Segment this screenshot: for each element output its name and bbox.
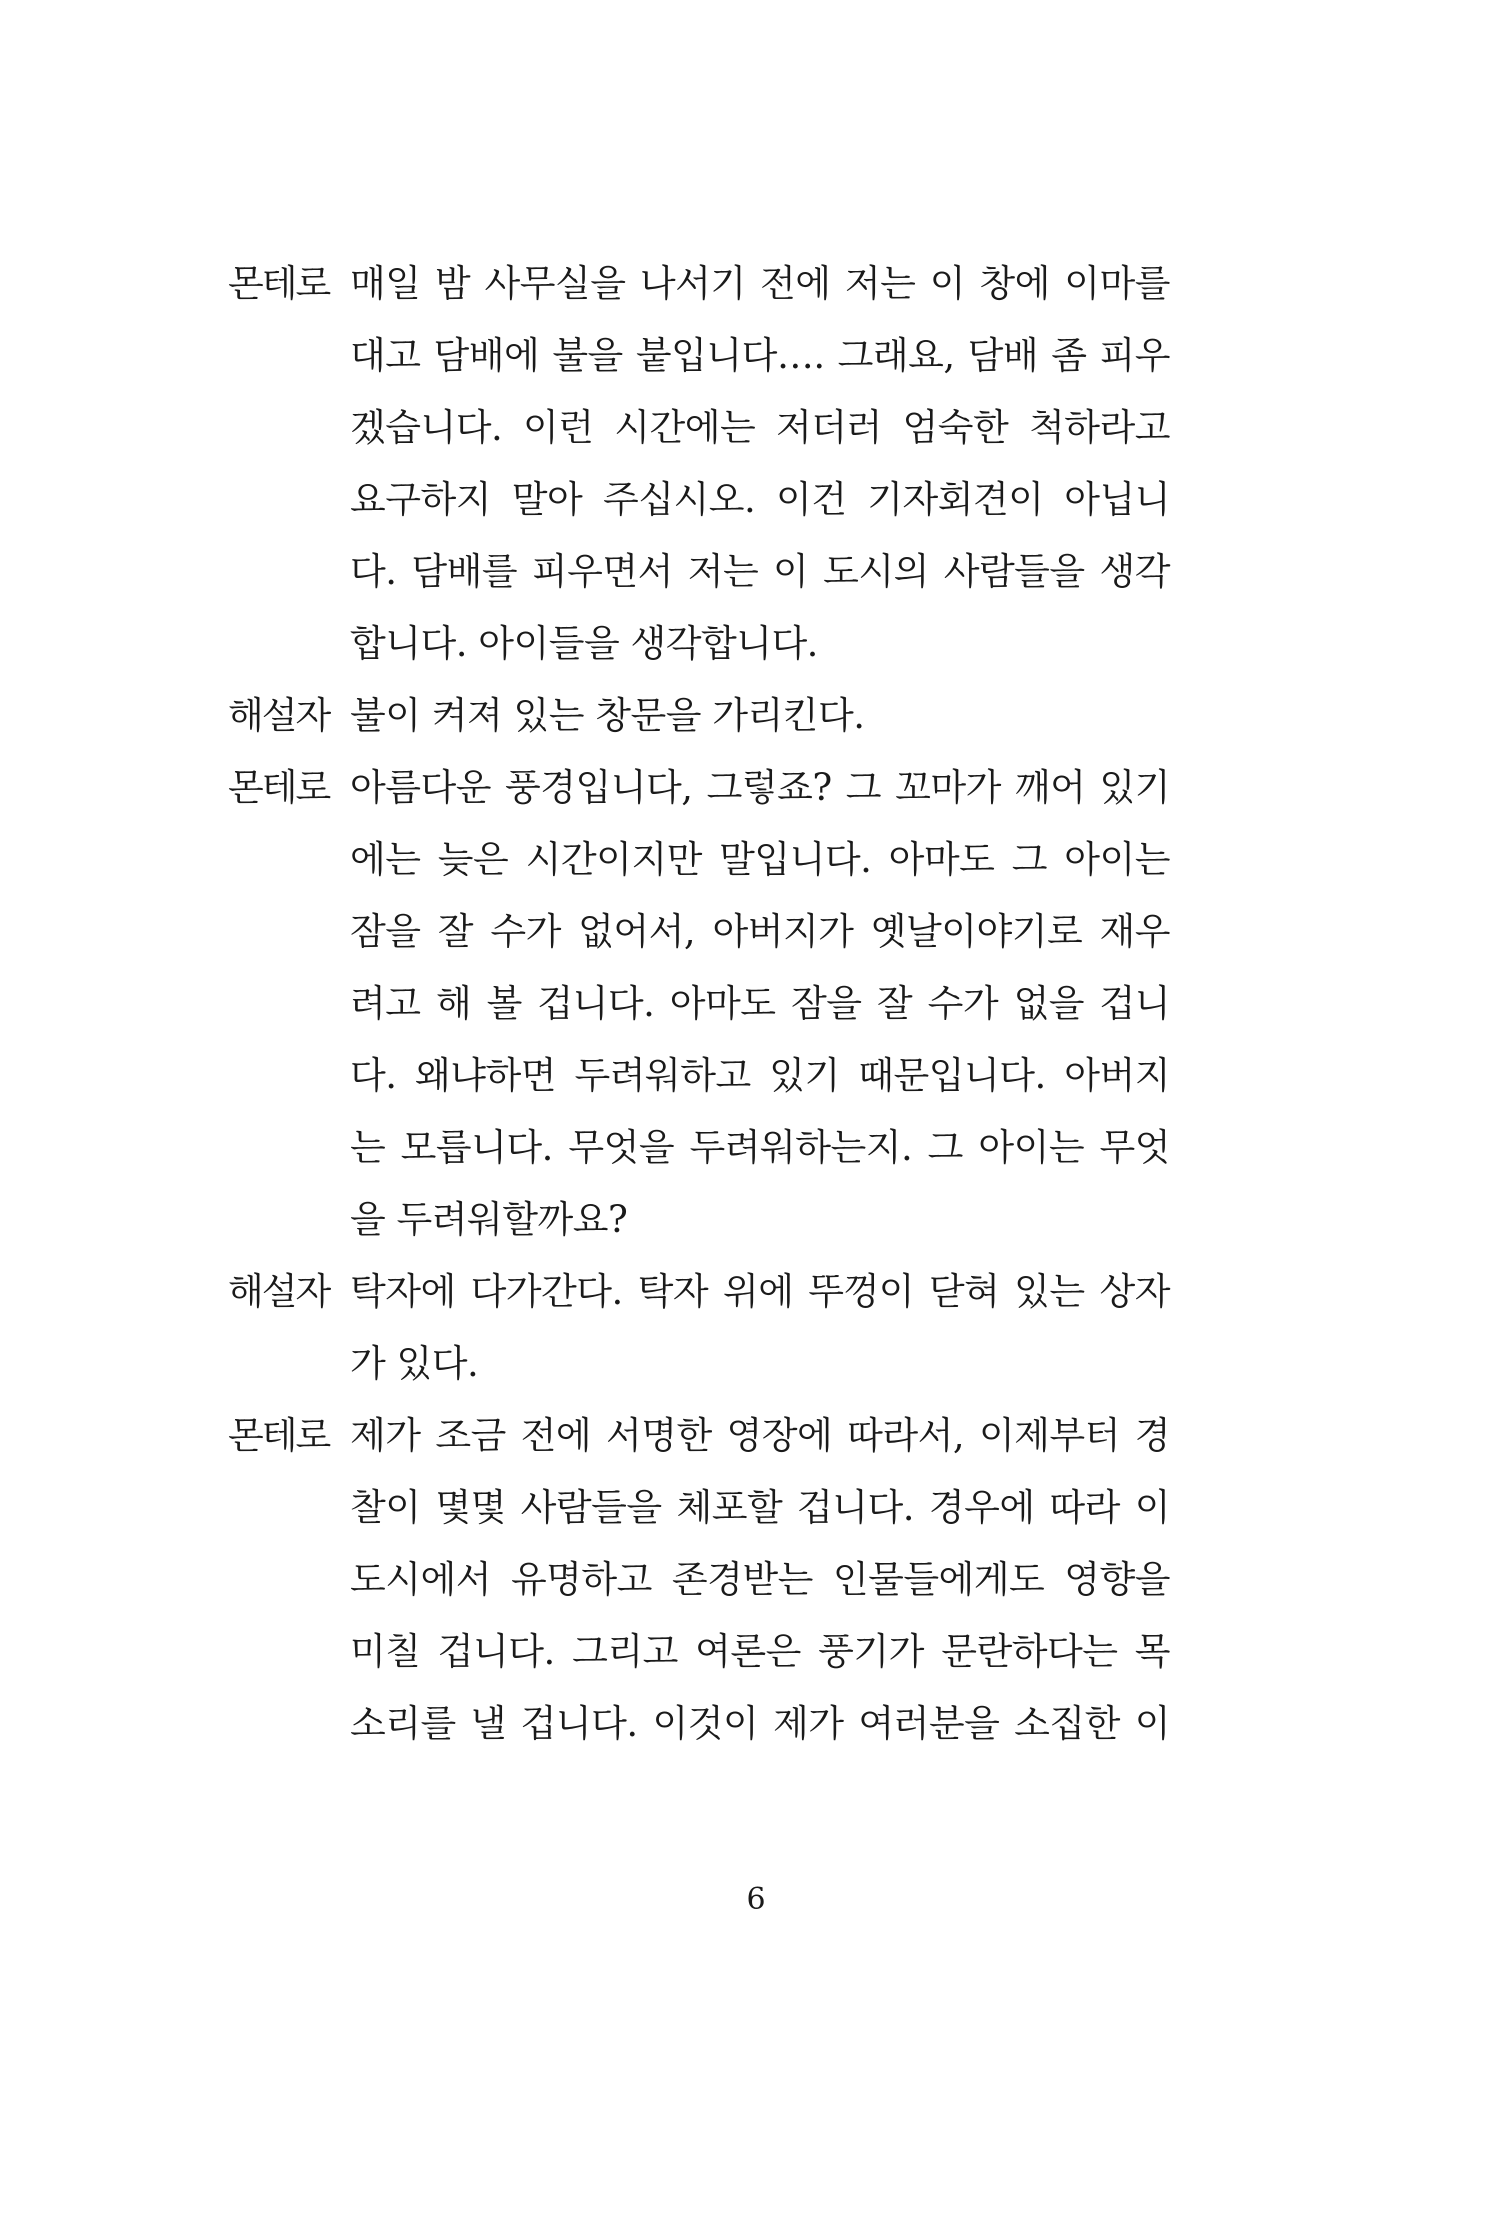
speech-line: 다. 담배를 피우면서 저는 이 도시의 사람들을 생각: [350, 550, 1170, 593]
speech-line: 겠습니다. 이런 시간에는 저더러 엄숙한 척하라고: [350, 406, 1170, 449]
speech-line: 제가 조금 전에 서명한 영장에 따라서, 이제부터 경: [350, 1414, 1170, 1457]
dialogue-entry: [228, 752, 1268, 1256]
speech-line: 찰이 몇몇 사람들을 체포할 겁니다. 경우에 따라 이: [350, 1486, 1170, 1529]
speech-line: 요구하지 말아 주십시오. 이건 기자회견이 아닙니: [350, 478, 1170, 521]
speaker-name: 몬테로: [228, 766, 330, 809]
speech-line: 소리를 낼 겁니다. 이것이 제가 여러분을 소집한 이: [350, 1702, 1170, 1745]
speech-line: 잠을 잘 수가 없어서, 아버지가 옛날이야기로 재우: [350, 910, 1170, 953]
dialogue-entry: [228, 248, 1268, 680]
speech-text: [350, 248, 1170, 680]
speech-text: [350, 680, 1170, 752]
speech-line: 다. 왜냐하면 두려워하고 있기 때문입니다. 아버지: [350, 1054, 1170, 1097]
speech-line: 가 있다.: [350, 1342, 479, 1385]
speech-line: 는 모릅니다. 무엇을 두려워하는지. 그 아이는 무엇: [350, 1126, 1170, 1169]
speech-line: 아름다운 풍경입니다, 그렇죠? 그 꼬마가 깨어 있기: [350, 766, 1170, 809]
speech-line: 려고 해 볼 겁니다. 아마도 잠을 잘 수가 없을 겁니: [350, 982, 1170, 1025]
speaker-name: 몬테로: [228, 1414, 330, 1457]
dialogue-entry: [228, 680, 1268, 752]
speaker-name: 해설자: [228, 694, 330, 737]
speech-line: 미칠 겁니다. 그리고 여론은 풍기가 문란하다는 목: [350, 1630, 1170, 1673]
speech-text: [350, 1400, 1170, 1760]
speaker-name: 해설자: [228, 1270, 330, 1313]
speaker-name: 몬테로: [228, 262, 330, 305]
speech-line: 도시에서 유명하고 존경받는 인물들에게도 영향을: [350, 1558, 1170, 1601]
speech-line: 매일 밤 사무실을 나서기 전에 저는 이 창에 이마를: [350, 262, 1170, 305]
speech-line: 탁자에 다가간다. 탁자 위에 뚜껑이 닫혀 있는 상자: [350, 1270, 1170, 1313]
speech-line: 합니다. 아이들을 생각합니다.: [350, 622, 818, 665]
speech-line: 에는 늦은 시간이지만 말입니다. 아마도 그 아이는: [350, 838, 1170, 881]
speech-line: 불이 켜져 있는 창문을 가리킨다.: [350, 694, 865, 737]
dialogue-entry: [228, 1256, 1268, 1400]
speech-text: [350, 752, 1170, 1256]
script-body: [228, 248, 1268, 1760]
dialogue-entry: [228, 1400, 1268, 1760]
page-number: 6: [746, 1882, 766, 1917]
speech-line: 을 두려워할까요?: [350, 1198, 628, 1241]
speech-text: [350, 1256, 1170, 1400]
speech-line: 대고 담배에 불을 붙입니다…. 그래요, 담배 좀 피우: [350, 334, 1170, 377]
